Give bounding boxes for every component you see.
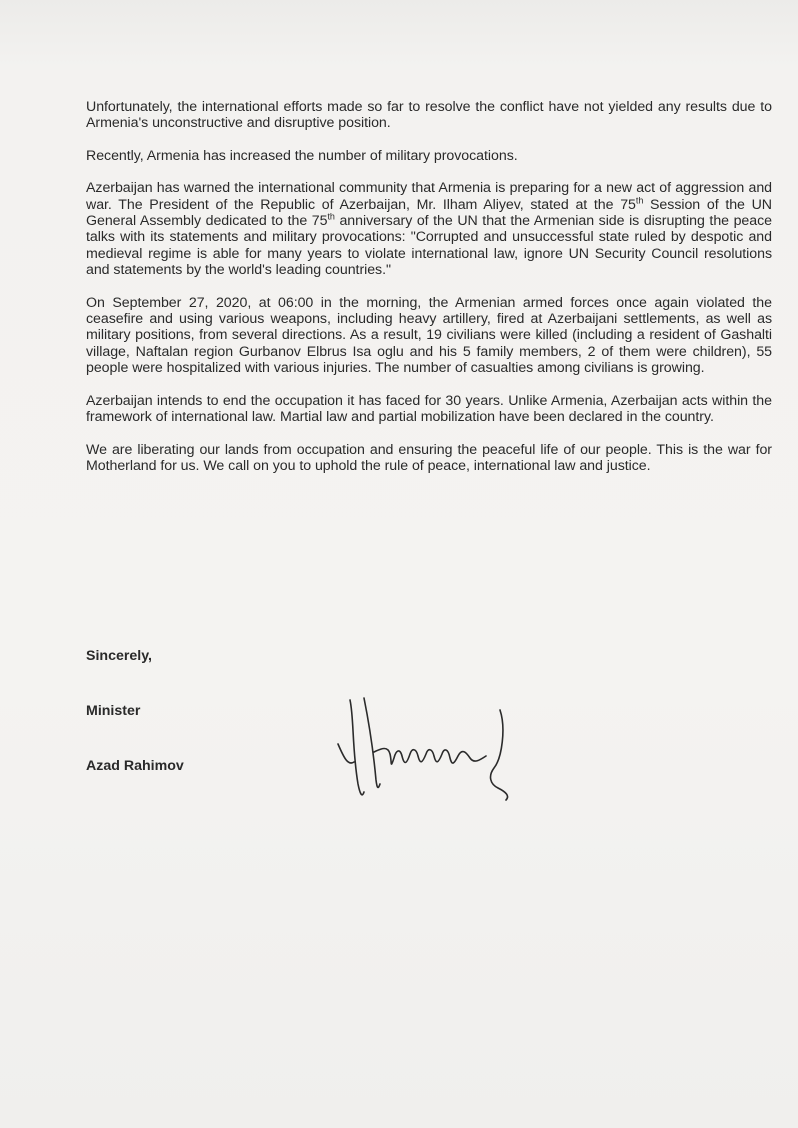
- paragraph-1: Unfortunately, the international efforts made so far to resolve the conflict have not yielded any results due to Armenia's unconstructive and disruptive position.: [86, 99, 772, 132]
- paragraph-3-part-a: Azerbaijan has warned the international community that Armenia is preparing for a new act of aggression and war. The President of the Republic of Azerbaijan, Mr. Ilham Aliyev, stated at the 75: [86, 180, 772, 213]
- paragraph-6: We are liberating our lands from occupation and ensuring the peaceful life of our people. This is the war for Motherland for us. We call on you to uphold the rule of peace, international law and justice.: [86, 441, 772, 474]
- paragraph-3: [86, 180, 772, 278]
- paragraph-3-part-c: anniversary of the UN that the Armenian side is disrupting the peace talks with its statements and military provocations: "Corrupted and unsuccessful state ruled by despotic and medieval regime is able for many years to violate international law, ignore UN Security Council resolutions and statements by the world's leading countries.": [86, 213, 772, 279]
- ordinal-suffix-2: th: [327, 211, 335, 222]
- handwritten-signature: [330, 688, 520, 808]
- signer-name: Azad Rahimov: [86, 758, 184, 774]
- paragraph-5: Azerbaijan intends to end the occupation it has faced for 30 years. Unlike Armenia, Azerbaijan acts within the framework of international law. Martial law and partial mobilization have been declared in the country.: [86, 392, 772, 426]
- closing-salutation: Sincerely,: [86, 648, 152, 664]
- letter-body: [86, 99, 772, 490]
- paragraph-3-part-b: Session of the UN General Assembly dedicated to the 75: [86, 196, 773, 230]
- paragraph-2: Recently, Armenia has increased the number of military provocations.: [86, 147, 518, 164]
- ordinal-suffix-1: th: [635, 194, 644, 205]
- signer-title: Minister: [86, 703, 141, 719]
- paragraph-4: On September 27, 2020, at 06:00 in the morning, the Armenian armed forces once again violated the ceasefire and using various weapons, including heavy artillery, fired at Azerbaijani settlements, as well as military positions, from several directions. As a result, 19 civilians were killed (including a resident of Gashalti village, Naftalan region Gurbanov Elbrus Isa oglu and his 5 family members, 2 of them were children), 55 people were hospitalized with various injuries. The number of casualties among civilians is growing.: [86, 294, 772, 377]
